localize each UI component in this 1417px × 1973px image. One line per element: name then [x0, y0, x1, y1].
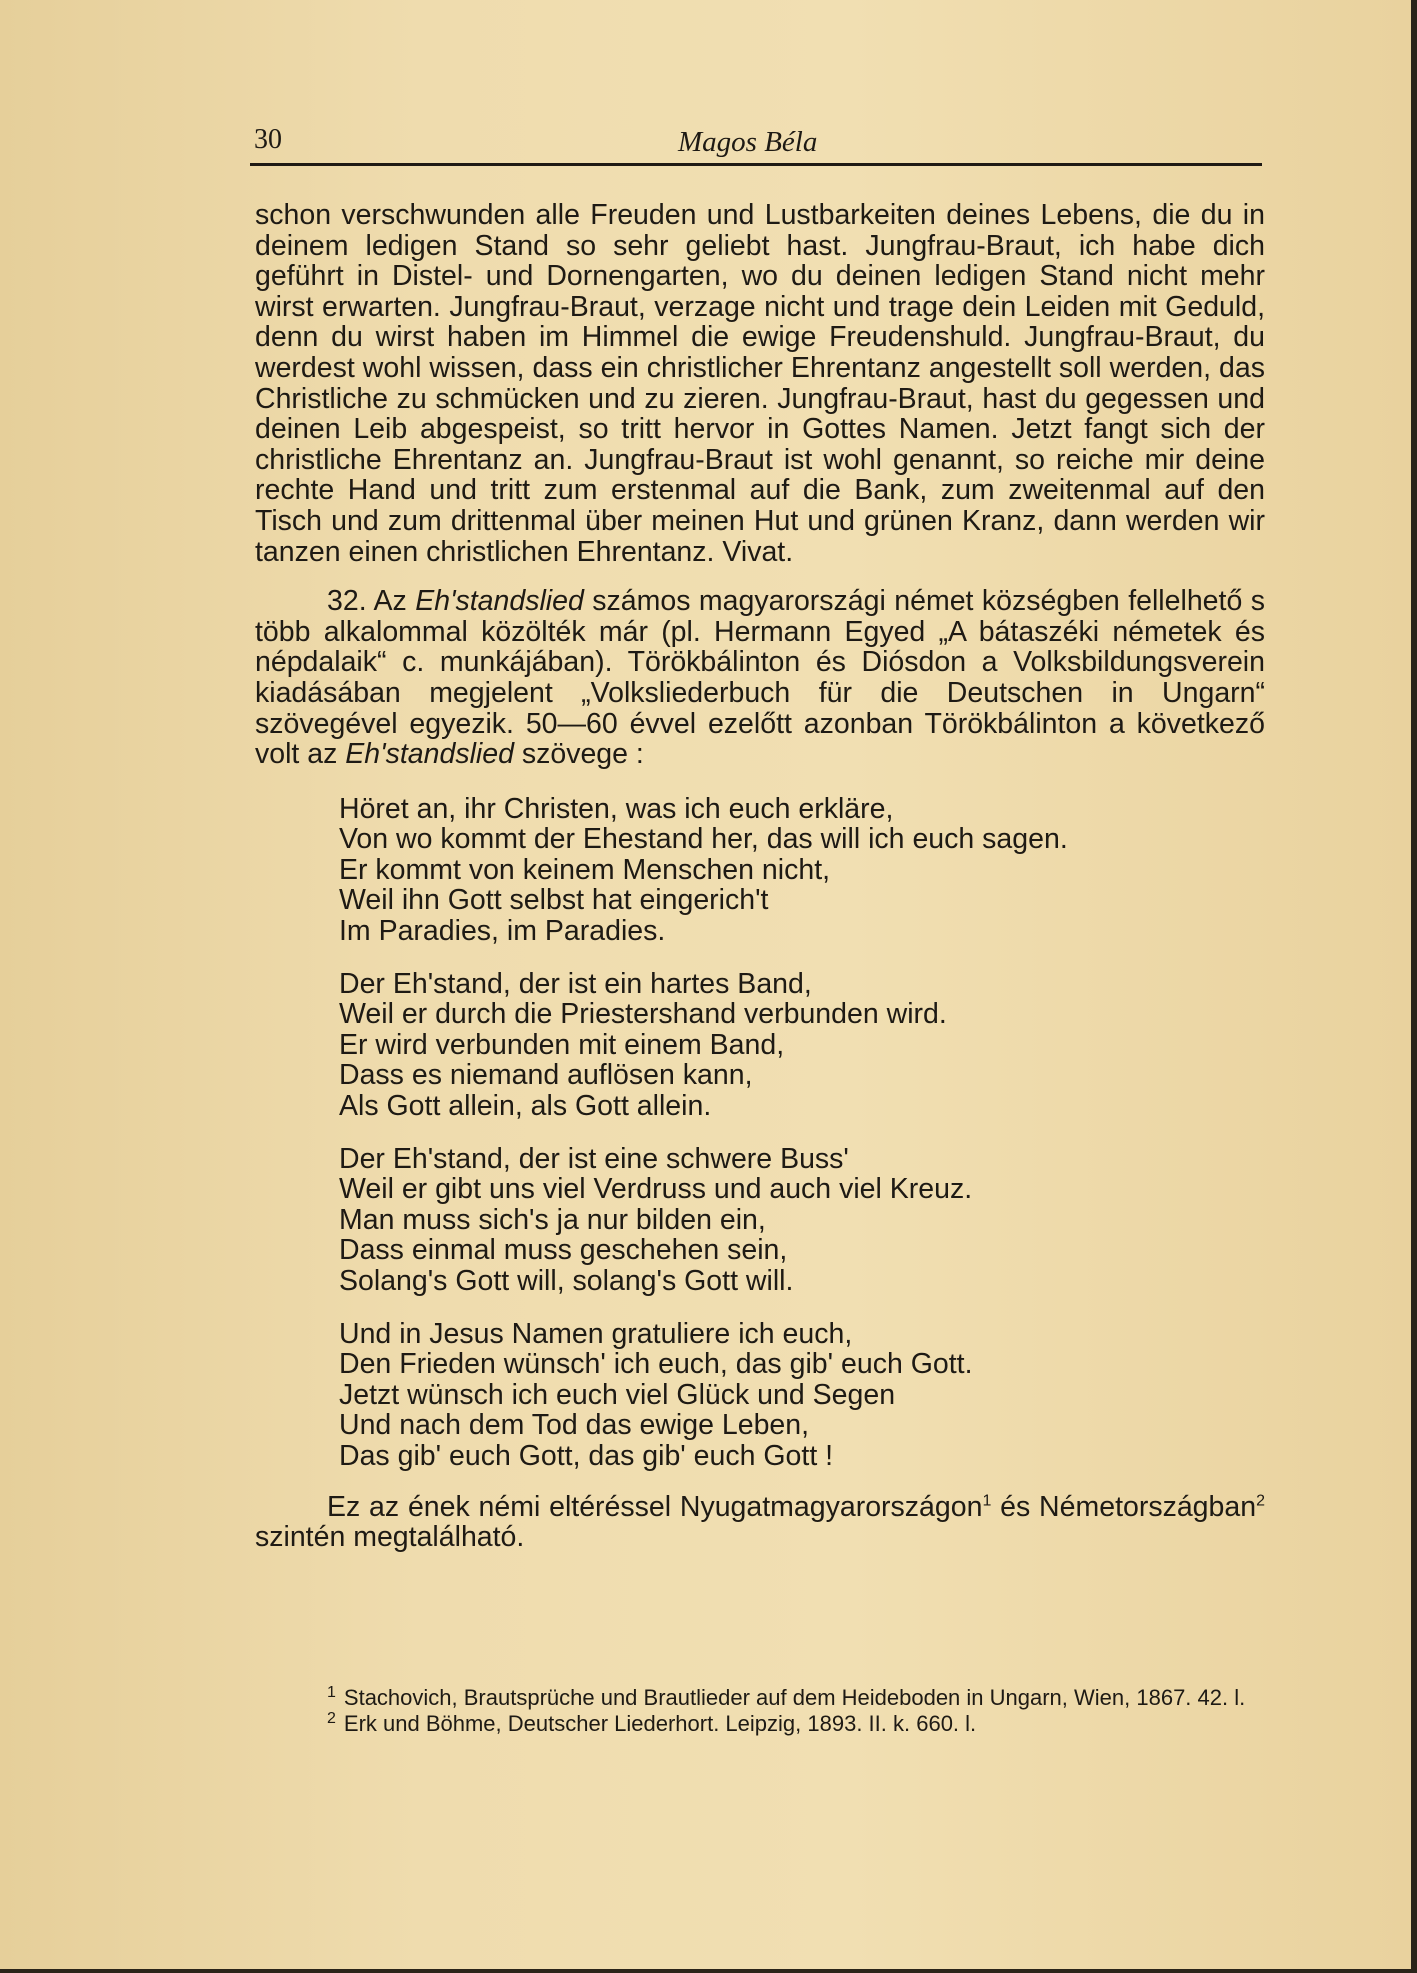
page-header [250, 124, 1260, 162]
footnote-text: Stachovich, Brautsprüche und Brautlieder auf dem Heideboden in Ungarn, Wien, 1867. 42. l. [343, 1685, 1246, 1710]
footnote: 2 Erk und Böhme, Deutscher Liederhort. Leipzig, 1893. II. k. 660. l. [327, 1709, 977, 1736]
paragraph-text: és Németországban [991, 1490, 1257, 1523]
verse-line: Und in Jesus Namen gratuliere ich euch, [339, 1317, 853, 1350]
stanza [255, 969, 1265, 1122]
verse-line: Weil er gibt uns viel Verdruss und auch viel Kreuz. [339, 1173, 973, 1206]
verse-line: Als Gott allein, als Gott allein. [339, 1090, 712, 1123]
verse-line: Im Paradies, im Paradies. [339, 915, 666, 948]
song-title: Eh'standslied [345, 738, 514, 771]
stanza [255, 1319, 1265, 1472]
verse-line: Er kommt von keinem Menschen nicht, [339, 853, 831, 886]
verse-line: Der Eh'stand, der ist ein hartes Band, [339, 967, 812, 1000]
verse-line: Der Eh'stand, der ist eine schwere Buss' [339, 1142, 849, 1175]
footnotes [255, 1685, 1265, 1737]
header-rule [250, 163, 1262, 166]
verse-line: Und nach dem Tod das ewige Leben, [339, 1409, 810, 1442]
footnote-text: Erk und Böhme, Deutscher Liederhort. Leipzig, 1893. II. k. 660. l. [343, 1711, 977, 1736]
verse-line: Weil er durch die Priestershand verbunden wird. [339, 998, 947, 1031]
footnote-ref: 2 [1256, 1492, 1265, 1510]
poem [255, 794, 1265, 1472]
verse-line: Solang's Gott will, solang's Gott will. [339, 1265, 794, 1297]
footnote: 1 Stachovich, Brautsprüche und Brautlieder auf dem Heideboden in Ungarn, Wien, 1867. 42. l. [327, 1683, 1246, 1710]
stanza [255, 794, 1265, 947]
paragraph-text: szövege : [513, 738, 644, 771]
running-head: Magos Béla [678, 126, 818, 158]
verse-line: Dass einmal muss geschehen sein, [339, 1234, 788, 1267]
verse-line: Von wo kommt der Ehestand her, das will ich euch sagen. [339, 823, 1068, 856]
verse-line: Den Frieden wünsch' ich euch, das gib' euch Gott. [339, 1348, 973, 1381]
paragraph-text: szintén megtalálható. [255, 1521, 525, 1554]
verse-line: Weil ihn Gott selbst hat eingerich't [339, 884, 769, 917]
footnote-ref: 1 [982, 1492, 992, 1510]
verse-line: Jetzt wünsch ich euch viel Glück und Segen [339, 1378, 896, 1411]
stanza [255, 1144, 1265, 1297]
verse-line: Dass es niemand auflösen kann, [339, 1059, 753, 1092]
body-text [255, 200, 1265, 1553]
paragraph-text: 32. Az [327, 585, 416, 618]
paragraph-closing [255, 1492, 1265, 1553]
verse-line: Man muss sich's ja nur bilden ein, [339, 1203, 766, 1236]
paragraph-section-32 [255, 586, 1265, 770]
verse-line: Er wird verbunden mit einem Band, [339, 1028, 785, 1061]
page-number: 30 [254, 124, 282, 155]
paragraph-continuation: schon verschwunden alle Freuden und Lustbarkeiten deines Lebens, die du in deinem ledigen Stand so sehr geliebt hast. Jungfrau-Braut, ich habe dich geführt in Distel- und Dornengarten, wo du deinen ledigen Stand nicht mehr wirst erwarten. Jungfrau-Braut, verzage nicht und trage dein Leiden mit Geduld, denn du wirst haben im Himmel die ewige Freudenshuld. Jungfrau-Braut, du werdest wohl wissen, dass ein christlicher Ehrentanz angestellt soll werden, das Christliche zu schmücken und zu zieren. Jungfrau-Braut, hast du gegessen und deinen Leib abgespeist, so tritt hervor in Gottes Namen. Jetzt fangt sich der christliche Ehrentanz an. Jungfrau-Braut ist wohl genannt, so reiche mir deine rechte Hand und tritt zum erstenmal auf die Bank, zum zweitenmal auf den Tisch und zum drittenmal über meinen Hut und grünen Kranz, dann werden wir tanzen einen christlichen Ehrentanz. Vivat. [255, 199, 1265, 568]
paragraph-text: számos magyarországi német községben fellelhető s több alkalommal közölték már (pl. Hermann Egyed „A bátaszéki németek és népdalaik“ c. munkájában). Törökbálinton és Diósdon a Volksbildungsverein kiadásában megjelent „Volksliederbuch für die Deutschen in Ungarn“ szövegével egyezik. 50—60 évvel ezelőtt azonban Törökbálinton a következő volt az [255, 585, 1265, 771]
verse-line: Das gib' euch Gott, das gib' euch Gott ! [339, 1439, 834, 1472]
song-title: Eh'standslied [415, 585, 584, 618]
paragraph-text: Ez az ének némi eltéréssel Nyugatmagyarországon [327, 1490, 983, 1523]
verse-line: Höret an, ihr Christen, was ich euch erkläre, [339, 792, 894, 825]
